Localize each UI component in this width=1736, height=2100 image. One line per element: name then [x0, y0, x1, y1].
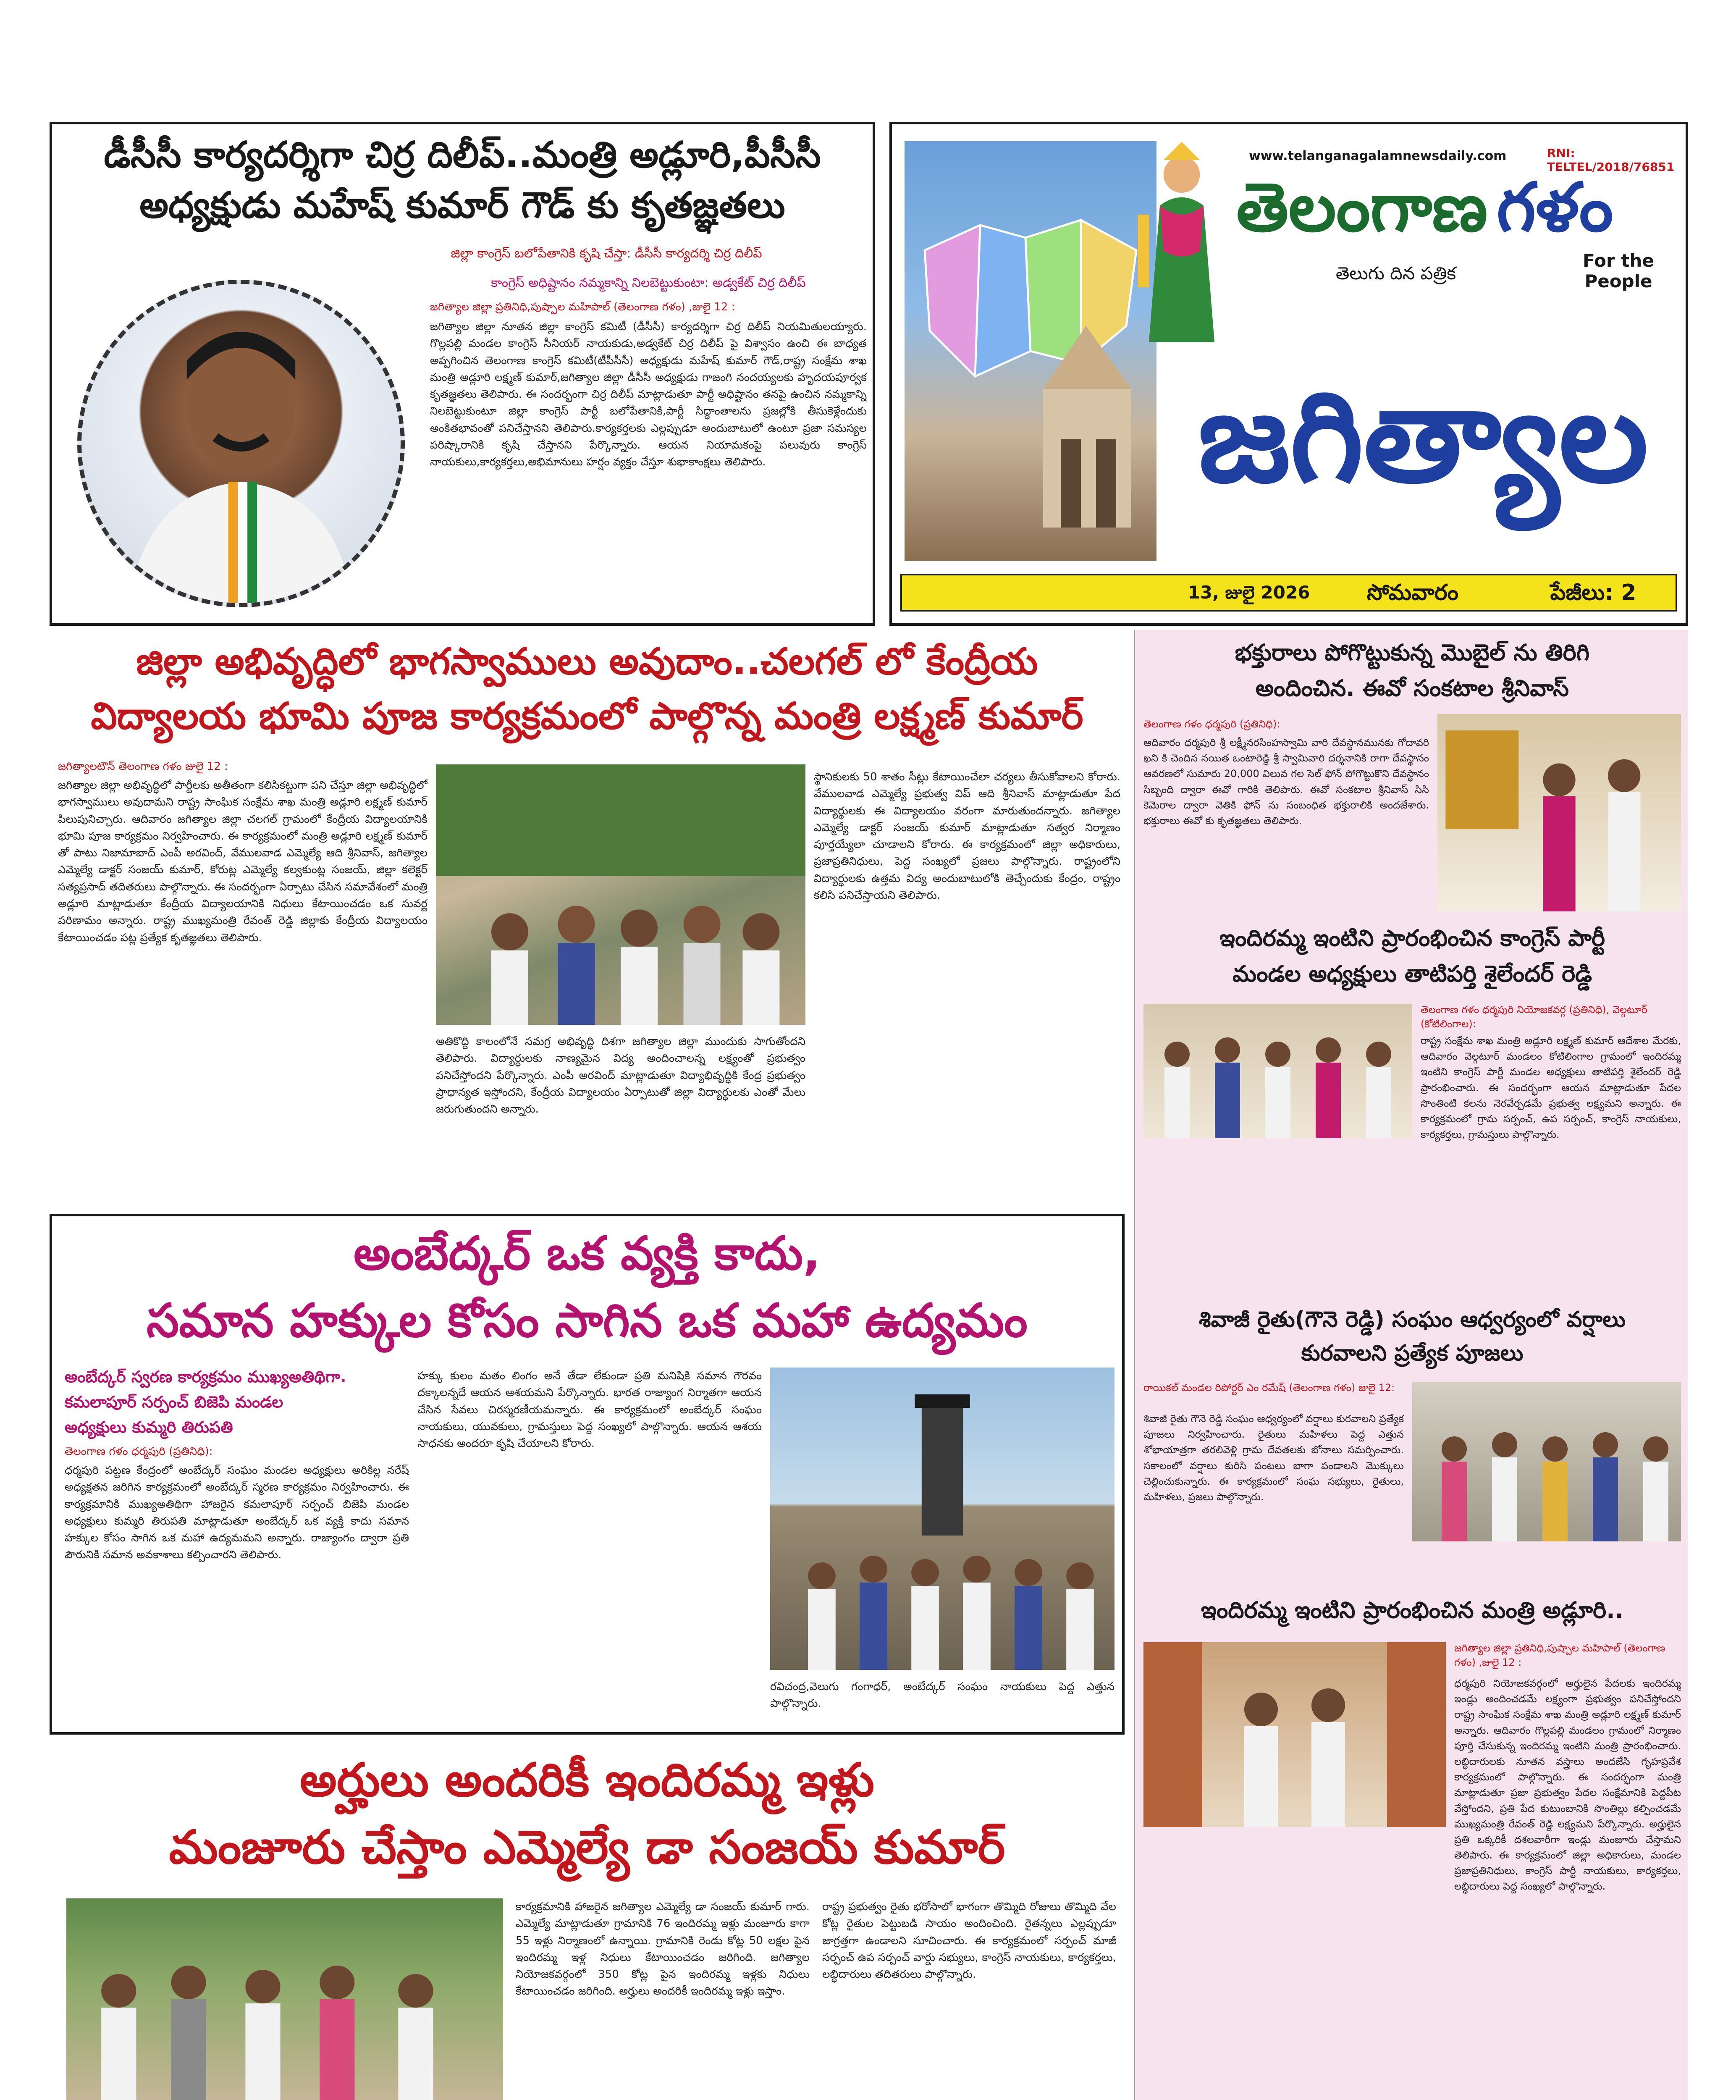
story1-subhead: జిల్లా కాంగ్రెస్ బలోపేతానికి కృషి చేస్తా: డీసీసీ కార్యదర్శి చిర్ర దిలీప్ [451, 246, 762, 261]
masthead [889, 122, 1688, 626]
story9-photo [1412, 1382, 1681, 1541]
story3-byline: తెలంగాణ గళం ధర్మపురి (ప్రతినిధి): [65, 1445, 213, 1458]
story3-photo [770, 1368, 1115, 1670]
story10-body: ధర్మపురి నియోజకవర్గంలో అర్హులైన పేదలకు ఇందిరమ్మ ఇండ్లు అందించడమే లక్ష్యంగా ప్రభుత్వం పనిచేస్తోందని రాష్ట్ర సాంఘిక సంక్షేమ శాఖ మంత్రి అడ్లూరి లక్ష్మణ్ కుమార్ అన్నారు. ఆదివారం గొల్లపల్లి మండలం గ్రామంలో నిర్మాణం పూర్తి చేసుకున్న ఇందిరమ్మ ఇంటిని మంత్రి ప్రారంభించారు. లబ్ధిదారులకు నూతన వస్త్రాలు అందజేసి గృహప్రవేశ కార్యక్రమంలో పాల్గొన్నారు. ఈ సందర్భంగా మంత్రి మాట్లాడుతూ ప్రజా ప్రభుత్వం పేదల సంక్షేమానికి పెద్దపీట వేస్తోందని, ప్రతి పేద కుటుంబానికి సొంతిల్లు కల్పించడమే ముఖ్యమంత్రి రేవంత్ రెడ్డి లక్ష్యమని పేర్కొన్నారు. అర్హులైన ప్రతి ఒక్కరికీ దశలవారీగా ఇండ్లు మంజూరు చేస్తామని తెలిపారు. ఈ కార్యక్రమంలో జిల్లా అధికారులు, మండల ప్రజాప్రతినిధులు, కాంగ్రెస్ పార్టీ నాయకులు, కార్యకర్తలు, లబ్ధిదారులు పెద్ద సంఖ్యలో పాల్గొన్నారు. [1454, 1677, 1681, 1893]
masthead-website: www.telanganagalamnewsdaily.com [1249, 149, 1507, 163]
story7-headline-1: భక్తురాలు పోగొట్టుకున్న మొబైల్ ను తిరిగి [1235, 639, 1590, 666]
story4-body-right: రాష్ట్ర ప్రభుత్వం రైతు భరోసాలో భాగంగా తొమ్మిది రోజులు తొమ్మిది వేల కోట్ల రైతుల పెట్టుబడి సాయం అందించింది. రైతన్నలు ఎల్లప్పుడూ జాగ్రత్తగా ఉండాలని సూచించారు. ఈ కార్యక్రమంలో సర్పంచ్ మాజీ సర్పంచ్ ఉప సర్పంచ్ వార్డు సభ్యులు, కాంగ్రెస్ నాయకులు, కార్యకర్తలు, లబ్ధిదారులు తదితరులు పాల్గొన్నారు. [822, 1900, 1116, 1981]
story2-headline-2: విద్యాలయ భూమి పూజ కార్యక్రమంలో పాల్గొన్న మంత్రి లక్ష్మణ్ కుమార్ [91, 694, 1083, 738]
masthead-edition: జగిత్యాల [1198, 364, 1649, 510]
story1-portrait [77, 280, 405, 607]
story4 [50, 1747, 1125, 2100]
story3-headline-1: అంబేద్కర్ ఒక వ్యక్తి కాదు, [354, 1226, 821, 1280]
story3-sub-1: అంబేద్కర్ స్వరణ కార్యక్రమం ముఖ్యఅతిథిగా. [65, 1368, 346, 1386]
story3-sub-3: అధ్యక్షులు కుమ్మరి తిరుపతి [65, 1418, 233, 1436]
masthead-date: 13, జులై 2026 [1188, 582, 1310, 603]
masthead-map-image [905, 141, 1156, 561]
story4-headline-1: అర్హులు అందరికీ ఇందిరమ్మ ఇళ్లు [299, 1753, 875, 1807]
story3-body-mid: హక్కు కులం మతం లింగం అనే తేడా లేకుండా ప్రతి మనిషికి సమాన గౌరవం దక్కాలన్నదే ఆయన ఆశయమని పేర్కొన్నారు. భారత రాజ్యాంగ నిర్మాతగా ఆయన చేసిన సేవలు చిరస్మరణీయమన్నారు. ఈ కార్యక్రమంలో అంబేద్కర్ సంఘం నాయకులు, యువకులు, గ్రామస్తులు పెద్ద సంఖ్యలో పాల్గొన్నారు. ఆయన ఆశయ సాధనకు అందరూ కృషి చేయాలని కోరారు. [417, 1370, 762, 1450]
story2-byline: జగిత్యాలటౌన్ తెలంగాణ గళం జులై 12 : [58, 760, 228, 773]
masthead-rni: RNI: TELTEL/2018/76851 [1547, 146, 1686, 174]
story8-byline: తెలంగాణ గళం ధర్మపురి నియోజకవర్గ (ప్రతినిధి), వెల్గటూర్ (కోటిలింగాల): [1421, 1004, 1647, 1030]
story1-headline-2: అధ్యక్షుడు మహేష్ కుమార్ గౌడ్ కు కృతజ్ఞతలు [139, 184, 785, 226]
story7-body: ఆదివారం ధర్మపురి శ్రీ లక్ష్మీనరసింహస్వామి వారి దేవస్థానమునకు గోదావరి ఖని కి చెందిన నయిత ఒంటారెడ్డి శ్రీ స్వామివారి దర్శనానికి రాగా దేవస్థానం ఆవరణలో సుమారు 20,000 విలువ గల సెల్ ఫోన్ పోగొట్టుకొని దేవస్థానం సిబ్బంది ద్వారా ఈవో గారికి తెలిపారు. ఈవో సంకటాల శ్రీనివాస్ సిసి కెమెరాల ద్వారా వెతికి ఫోన్ ను సంబంధిత భక్తురాలికి అందజేశారు. భక్తురాలు ఈవో కు కృతజ్ఞతలు తెలిపారు. [1143, 737, 1429, 827]
story10-byline: జగిత్యాల జిల్లా ప్రతినిధి,పుష్పాల మహిపాల్ (తెలంగాణ గళం) ,జులై 12 : [1454, 1642, 1665, 1668]
telangana-thalli-emblem [1127, 141, 1236, 343]
story1-byline: జగిత్యాల జిల్లా ప్రతినిధి,పుష్పాల మహిపాల్ (తెలంగాణ గళం) ,జులై 12 : [430, 301, 735, 313]
story8-headline-1: ఇందిరమ్మ ఇంటిని ప్రారంభించిన కాంగ్రెస్ పార్టీ [1219, 925, 1605, 951]
story10-headline: ఇందిరమ్మ ఇంటిని ప్రారంభించిన మంత్రి అడ్లూరి.. [1201, 1597, 1624, 1623]
story4-photo [66, 1898, 503, 2100]
right-column [1134, 630, 1688, 2100]
story10-photo [1143, 1642, 1446, 1827]
story9-body: శివాజీ రైతు గౌనె రెడ్డి సంఘం ఆధ్వర్యంలో వర్షాలు కురవాలని ప్రత్యేక పూజలు నిర్వహించారు. రైతులు మహిళలు పెద్ద ఎత్తున శోభాయాత్రగా తరలివెళ్లి గ్రామ దేవతలకు బోనాలు సమర్పించారు. సకాలంలో వర్షాలు కురిసి పంటలు బాగా పండాలని మొక్కులు చెల్లించుకున్నారు. ఈ కార్యక్రమంలో సంఘ సభ్యులు, రైతులు, మహిళలు, ప్రజలు పాల్గొన్నారు. [1143, 1413, 1404, 1503]
story8-body: రాష్ట్ర సంక్షేమ శాఖ మంత్రి అడ్లూరి లక్ష్మణ్ కుమార్ ఆదేశాల మేరకు, ఆదివారం వెల్గటూర్ మండలం కోటిలింగాల గ్రామంలో ఇందిరమ్మ ఇంటిని కాంగ్రెస్ పార్టీ మండల అధ్యక్షులు తాటిపర్తి శైలేందర్ రెడ్డి ప్రారంభించారు. ఈ సందర్భంగా ఆయన మాట్లాడుతూ పేదల సొంతింటి కలను నెరవేర్చడమే ప్రభుత్వ లక్ష్యమని అన్నారు. ఈ కార్యక్రమంలో గ్రామ సర్పంచ్, ఉప సర్పంచ్, కాంగ్రెస్ నాయకులు, కార్యకర్తలు, గ్రామస్తులు పాల్గొన్నారు. [1421, 1035, 1681, 1141]
masthead-name-2: గళం [1497, 168, 1613, 247]
story2-photo [436, 764, 805, 1025]
story7-headline-2: అందించిన. ఈవో సంకటాల శ్రీనివాస్ [1255, 675, 1569, 701]
story3-sub-2: కమలాపూర్ సర్పంచ్ బిజెపి మండల [65, 1393, 283, 1411]
story3-box [50, 1214, 1125, 1735]
masthead-tagline-telugu: తెలుగు దిన పత్రిక [1335, 263, 1456, 284]
story2 [50, 630, 1125, 1205]
story2-body-right: స్థానికులకు 50 శాతం సీట్లు కేటాయించేలా చర్యలు తీసుకోవాలని కోరారు. వేములవాడ ఎమ్మెల్యే ప్రభుత్వ విప్ ఆది శ్రీనివాస్ మాట్లాడుతూ పేద విద్యార్థులకు ఈ విద్యాలయం వరంగా మారుతుందన్నారు. జగిత్యాల ఎమ్మెల్యే డాక్టర్ సంజయ్ కుమార్ మాట్లాడుతూ సత్వర నిర్మాణం పూర్తయ్యేలా చూడాలని కోరారు. ఈ కార్యక్రమంలో జిల్లా అధికారులు, ప్రజాప్రతినిధులు, పెద్ద సంఖ్యలో ప్రజలు పాల్గొన్నారు. రాష్ట్రంలోని విద్యార్థులకు ఉత్తమ విద్య అందుబాటులోకి తెచ్చేందుకు కేంద్రం, రాష్ట్రం కలిసి పనిచేస్తాయని తెలిపారు. [814, 771, 1120, 902]
story1-box [50, 122, 875, 626]
story4-headline-2: మంజూరు చేస్తాం ఎమ్మెల్యే డా సంజయ్ కుమార్ [169, 1820, 1005, 1874]
story4-body-mid: కార్యక్రమానికి హాజరైన జగిత్యాల ఎమ్మెల్యే డా సంజయ్ కుమార్ గారు. ఎమ్మెల్యే మాట్లాడుతూ గ్రామానికి 76 ఇందిరమ్మ ఇళ్లు మంజూరు కాగా 55 ఇళ్లు నిర్మాణంలో ఉన్నాయి. గ్రామానికి రెండు కోట్ల 50 లక్షల పైన ఇందిరమ్మ ఇళ్ల నిధులు కేటాయించడం జరిగింది. జగిత్యాల నియోజకవర్గంలో 350 కోట్ల పైన ఇందిరమ్మ ఇళ్లకు నిధులు కేటాయించడం జరిగింది. అర్హులు అందరికీ ఇందిరమ్మ ఇళ్లు ఇస్తాం. [516, 1900, 810, 1998]
story2-headline-1: జిల్లా అభివృద్ధిలో భాగస్వాములు అవుదాం..చలగల్ లో కేంద్రీయ [136, 640, 1038, 683]
story3-headline-2: సమాన హక్కుల కోసం సాగిన ఒక మహా ఉద్యమం [147, 1294, 1028, 1347]
story8-headline-2: మండల అధ్యక్షులు తాటిపర్తి శైలేందర్ రెడ్డి [1232, 961, 1592, 987]
story3-body-left: ధర్మపురి పట్టణ కేంద్రంలో అంబేద్కర్ సంఘం మండల అధ్యక్షులు అరికిల్ల నరేష్ అధ్యక్షతన జరిగిన కార్యక్రమంలో అంబేద్కర్ స్మరణ కార్యక్రమం నిర్వహించారు. ఈ కార్యక్రమానికి ముఖ్యఅతిథిగా హాజరైన కమలాపూర్ సర్పంచ్ బిజెపి మండల అధ్యక్షులు కుమ్మరి తిరుపతి మాట్లాడుతూ అంబేద్కర్ ఒక వ్యక్తి కాదు సమాన హక్కుల కోసం సాగిన ఒక మహా ఉద్యమమని అన్నారు. రాజ్యాంగం ద్వారా ప్రతి పౌరునికి సమాన అవకాశాలు కల్పించారని తెలిపారు. [65, 1464, 409, 1562]
story2-body-mid: అతికొద్ది కాలంలోనే సమగ్ర అభివృద్ధి దిశగా జగిత్యాల జిల్లా ముందుకు సాగుతోందని తెలిపారు. విద్యార్థులకు నాణ్యమైన విద్య అందించాలన్న లక్ష్యంతో ప్రభుత్వం పనిచేస్తోందని పేర్కొన్నారు. ఎంపీ అరవింద్ మాట్లాడుతూ విద్యాభివృద్ధికి కేంద్ర ప్రభుత్వం ప్రాధాన్యత ఇస్తోందని, కేంద్రీయ విద్యాలయం ఏర్పాటుతో జిల్లా విద్యార్థులకు ఎంతో మేలు జరుగుతుందని అన్నారు. [436, 1035, 805, 1116]
story8-photo [1143, 1004, 1412, 1138]
story9-headline-1: శివాజీ రైతు(గౌనె రెడ్డి) సంఘం ఆధ్వర్యంలో వర్షాలు [1198, 1307, 1626, 1332]
story1-headline-1: డీసీసీ కార్యదర్శిగా చిర్ర దిలీప్..మంత్రి అడ్లూరి,పీసీసీ [104, 134, 821, 176]
masthead-name-1: తెలంగాణ [1236, 168, 1488, 247]
story9-byline: రాయికల్ మండల రిపోర్టర్ ఎం రమేష్ (తెలంగాణ గళం) జులై 12: [1143, 1382, 1395, 1394]
story1-body: జగిత్యాల జిల్లా నూతన జిల్లా కాంగ్రెస్ కమిటీ (డీసీసీ) కార్యదర్శిగా చిర్ర దిలీప్ నియమితులయ్యారు. గొల్లపల్లి మండల కాంగ్రెస్ సీనియర్ నాయకుడు,అడ్వకేట్ చిర్ర దిలీప్ పై విశ్వాసం ఉంచి ఈ బాధ్యత అప్పగించిన తెలంగాణ కాంగ్రెస్ కమిటీ(టీపీసీసీ) అధ్యక్షుడు మహేష్ కుమార్ గౌడ్,రాష్ట్ర సంక్షేమ శాఖ మంత్రి అడ్లూరి లక్ష్మణ్ కుమార్,జగిత్యాల జిల్లా డీసీసీ అధ్యక్షుడు గాజంగి నందయ్యలకు హృదయపూర్వక కృతజ్ఞతలు తెలిపారు. ఈ సందర్భంగా చిర్ర దిలీప్ మాట్లాడుతూ పార్టీ అధిష్టానం తనపై ఉంచిన నమ్మకాన్ని నిలబెట్టుకుంటూ జిల్లా కాంగ్రెస్ పార్టీ బలోపేతానికి,పార్టీ సిద్ధాంతాలను ప్రజల్లోకి తీసుకెళ్లేందుకు అంకితభావంతో పనిచేస్తానని తెలిపారు.కార్యకర్తలకు ఎల్లప్పుడూ అందుబాటులో ఉంటూ ప్రజా సమస్యల పరిష్కారానికి కృషి చేస్తానని పేర్కొన్నారు. ఆయన నియామకంపై పలువురు కాంగ్రెస్ నాయకులు,కార్యకర్తలు,అభిమానులు హర్షం వ్యక్తం చేస్తూ శుభాకాంక్షలు తెలిపారు. [430, 320, 867, 469]
story1-kicker: కాంగ్రెస్ అధిష్టానం నమ్మకాన్ని నిలబెట్టుకుంటా: అడ్వకేట్ చిర్ర దిలీప్ [491, 276, 806, 290]
story7-byline: తెలంగాణ గళం ధర్మపురి (ప్రతినిధి): [1143, 718, 1280, 730]
story9-headline-2: కురవాలని ప్రత్యేక పూజలు [1301, 1341, 1524, 1366]
masthead-day: సోమవారం [1366, 580, 1459, 605]
story7-photo [1437, 714, 1681, 911]
masthead-page: పేజీలు: 2 [1550, 580, 1636, 605]
story2-body-left: జగిత్యాల జిల్లా అభివృద్ధిలో పార్టీలకు అతీతంగా కలిసికట్టుగా పని చేస్తూ జిల్లా అభివృద్ధిలో భాగస్వాములు అవుదామని రాష్ట్ర సాంఘిక సంక్షేమ శాఖ మంత్రి అడ్లూరి లక్ష్మణ్ కుమార్ పిలుపునిచ్చారు. ఆదివారం జగిత్యాల జిల్లా చలగల్ గ్రామంలో కేంద్రీయ విద్యాలయానికి భూమి పూజ కార్యక్రమం నిర్వహించారు. ఈ కార్యక్రమంలో మంత్రి అడ్లూరి లక్ష్మణ్ కుమార్ తో పాటు నిజామాబాద్ ఎంపీ అరవింద్, వేములవాడ ఎమ్మెల్యే ఆది శ్రీనివాస్, జగిత్యాల ఎమ్మెల్యే డాక్టర్ సంజయ్ కుమార్, కోరుట్ల ఎమ్మెల్యే కల్వకుంట్ల సంజయ్, జిల్లా కలెక్టర్ సత్యప్రసాద్ తదితరులు పాల్గొన్నారు. ఈ సందర్భంగా ఏర్పాటు చేసిన సమావేశంలో మంత్రి అడ్లూరి మాట్లాడుతూ కేంద్రీయ విద్యాలయానికి నిధులు కేటాయించడం ఒక సువర్ణ పరిణామం అన్నారు. రాష్ట్ర ముఖ్యమంత్రి రేవంత్ రెడ్డి జిల్లాకు కేంద్రీయ విద్యాలయం కేటాయించడం పట్ల ప్రత్యేక కృతజ్ఞతలు తెలిపారు. [58, 779, 427, 944]
story3-body-right: రవిచంద్ర,వెలుగు గంగాధర్, అంబేద్కర్ సంఘం నాయకులు పెద్ద ఎత్తున పాల్గొన్నారు. [770, 1680, 1115, 1710]
masthead-tagline-english: For the People [1583, 250, 1654, 291]
